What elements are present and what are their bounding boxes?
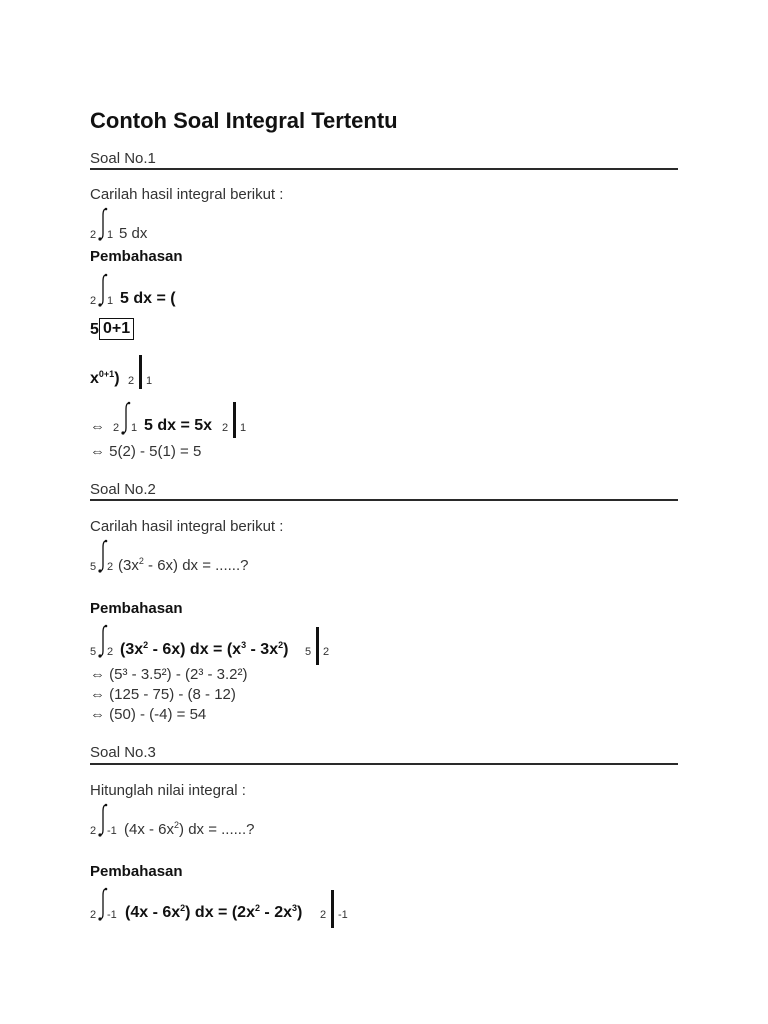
- soal-2-lower-limit: 2: [107, 561, 114, 573]
- soal-3-lower-limit: -1: [107, 825, 117, 837]
- soal-1-eval-lower: 1: [146, 375, 153, 387]
- soal-1-prompt: Carilah hasil integral berikut :: [90, 186, 284, 203]
- soal-1-divider: [90, 168, 678, 170]
- soal-2-sol-upper: 5: [90, 646, 97, 658]
- soal-2-line-1: ⇔ (5³ - 3.5²) - (2³ - 3.2²): [90, 666, 248, 683]
- soal-2-prompt: Carilah hasil integral berikut :: [90, 518, 284, 535]
- soal-1-close-paren: ): [114, 370, 120, 387]
- soal-3-sol-lower: -1: [107, 909, 117, 921]
- soal-1-step3-arrow: ⇔: [90, 418, 105, 435]
- soal-3-q-part: ) dx = ......?: [179, 821, 255, 838]
- evaluation-bar: [139, 355, 142, 389]
- soal-3-upper-limit: 2: [90, 825, 97, 837]
- soal-1-step1-upper: 2: [90, 295, 97, 307]
- exponent: 2: [278, 640, 284, 650]
- soal-3-sol-upper: 2: [90, 909, 97, 921]
- soal-2-divider: [90, 499, 678, 501]
- soal-3-q-part: (4x - 6x: [124, 821, 175, 838]
- soal-1-step3-eval-lower: 1: [240, 422, 247, 434]
- soal-1-result: ⇔ 5(2) - 5(1) = 5: [90, 443, 202, 460]
- exponent: 2: [254, 903, 260, 913]
- soal-2-sol-lower: 2: [107, 646, 114, 658]
- soal-1-step1: 5 dx = (: [120, 290, 176, 307]
- soal-2-s-part: - 3x: [246, 641, 279, 658]
- evaluation-bar: [233, 402, 236, 438]
- soal-1-pembahasan: Pembahasan: [90, 248, 183, 265]
- soal-2-q-part: - 6x) dx = ......?: [143, 557, 249, 574]
- soal-2-heading: Soal No.2: [90, 481, 156, 498]
- evaluation-bar: [331, 890, 334, 928]
- soal-2-pembahasan: Pembahasan: [90, 600, 183, 617]
- soal-3-solution: [125, 904, 302, 922]
- soal-2-question: [118, 557, 248, 574]
- soal-2-s-part: (3x: [120, 641, 144, 658]
- soal-2-line-2: ⇔ (125 - 75) - (8 - 12): [90, 686, 236, 703]
- soal-2-solution: [120, 641, 288, 659]
- exponent: 2: [138, 556, 144, 566]
- soal-1-step3-upper: 2: [113, 422, 120, 434]
- soal-1-x: x: [90, 370, 99, 387]
- soal-3-s-part: ) dx = (2x: [185, 904, 255, 921]
- soal-3-s-part: ): [297, 904, 303, 921]
- evaluation-bar: [316, 627, 319, 665]
- soal-1-lower-limit: 1: [107, 229, 114, 241]
- soal-1-box-prefix: 5: [90, 321, 99, 338]
- exponent: 2: [174, 820, 180, 830]
- soal-3-pembahasan: Pembahasan: [90, 863, 183, 880]
- soal-3-question: [124, 821, 254, 838]
- soal-2-line-3: ⇔ (50) - (-4) = 54: [90, 706, 207, 723]
- exponent: 3: [292, 903, 298, 913]
- soal-3-prompt: Hitunglah nilai integral :: [90, 782, 246, 799]
- soal-1-x-exponent: 0+1: [98, 369, 115, 379]
- soal-1-x-term: [90, 370, 120, 388]
- soal-2-eval-lower: 2: [323, 646, 330, 658]
- soal-2-eval-upper: 5: [305, 646, 312, 658]
- soal-3-heading: Soal No.3: [90, 744, 156, 761]
- soal-1-step3-lower: 1: [131, 422, 138, 434]
- soal-1-boxed-exponent: 0+1: [99, 318, 134, 340]
- soal-3-divider: [90, 763, 678, 765]
- soal-1-heading: Soal No.1: [90, 150, 156, 167]
- soal-1-upper-limit: 2: [90, 229, 97, 241]
- soal-2-s-part: - 6x) dx = (x: [148, 641, 242, 658]
- soal-3-eval-lower: -1: [338, 909, 348, 921]
- exponent: 2: [180, 903, 186, 913]
- soal-3-s-part: - 2x: [259, 904, 292, 921]
- soal-2-s-part: ): [283, 641, 289, 658]
- soal-3-eval-upper: 2: [320, 909, 327, 921]
- soal-1-integrand: 5 dx: [119, 225, 148, 242]
- exponent: 2: [143, 640, 149, 650]
- soal-1-step3: 5 dx = 5x: [144, 417, 213, 434]
- exponent: 3: [241, 640, 247, 650]
- soal-1-step1-lower: 1: [107, 295, 114, 307]
- soal-1-step3-eval-upper: 2: [222, 422, 229, 434]
- soal-2-upper-limit: 5: [90, 561, 97, 573]
- soal-3-s-part: (4x - 6x: [125, 904, 181, 921]
- soal-1-eval-upper: 2: [128, 375, 135, 387]
- page-title: Contoh Soal Integral Tertentu: [90, 108, 398, 133]
- soal-2-q-part: (3x: [118, 557, 139, 574]
